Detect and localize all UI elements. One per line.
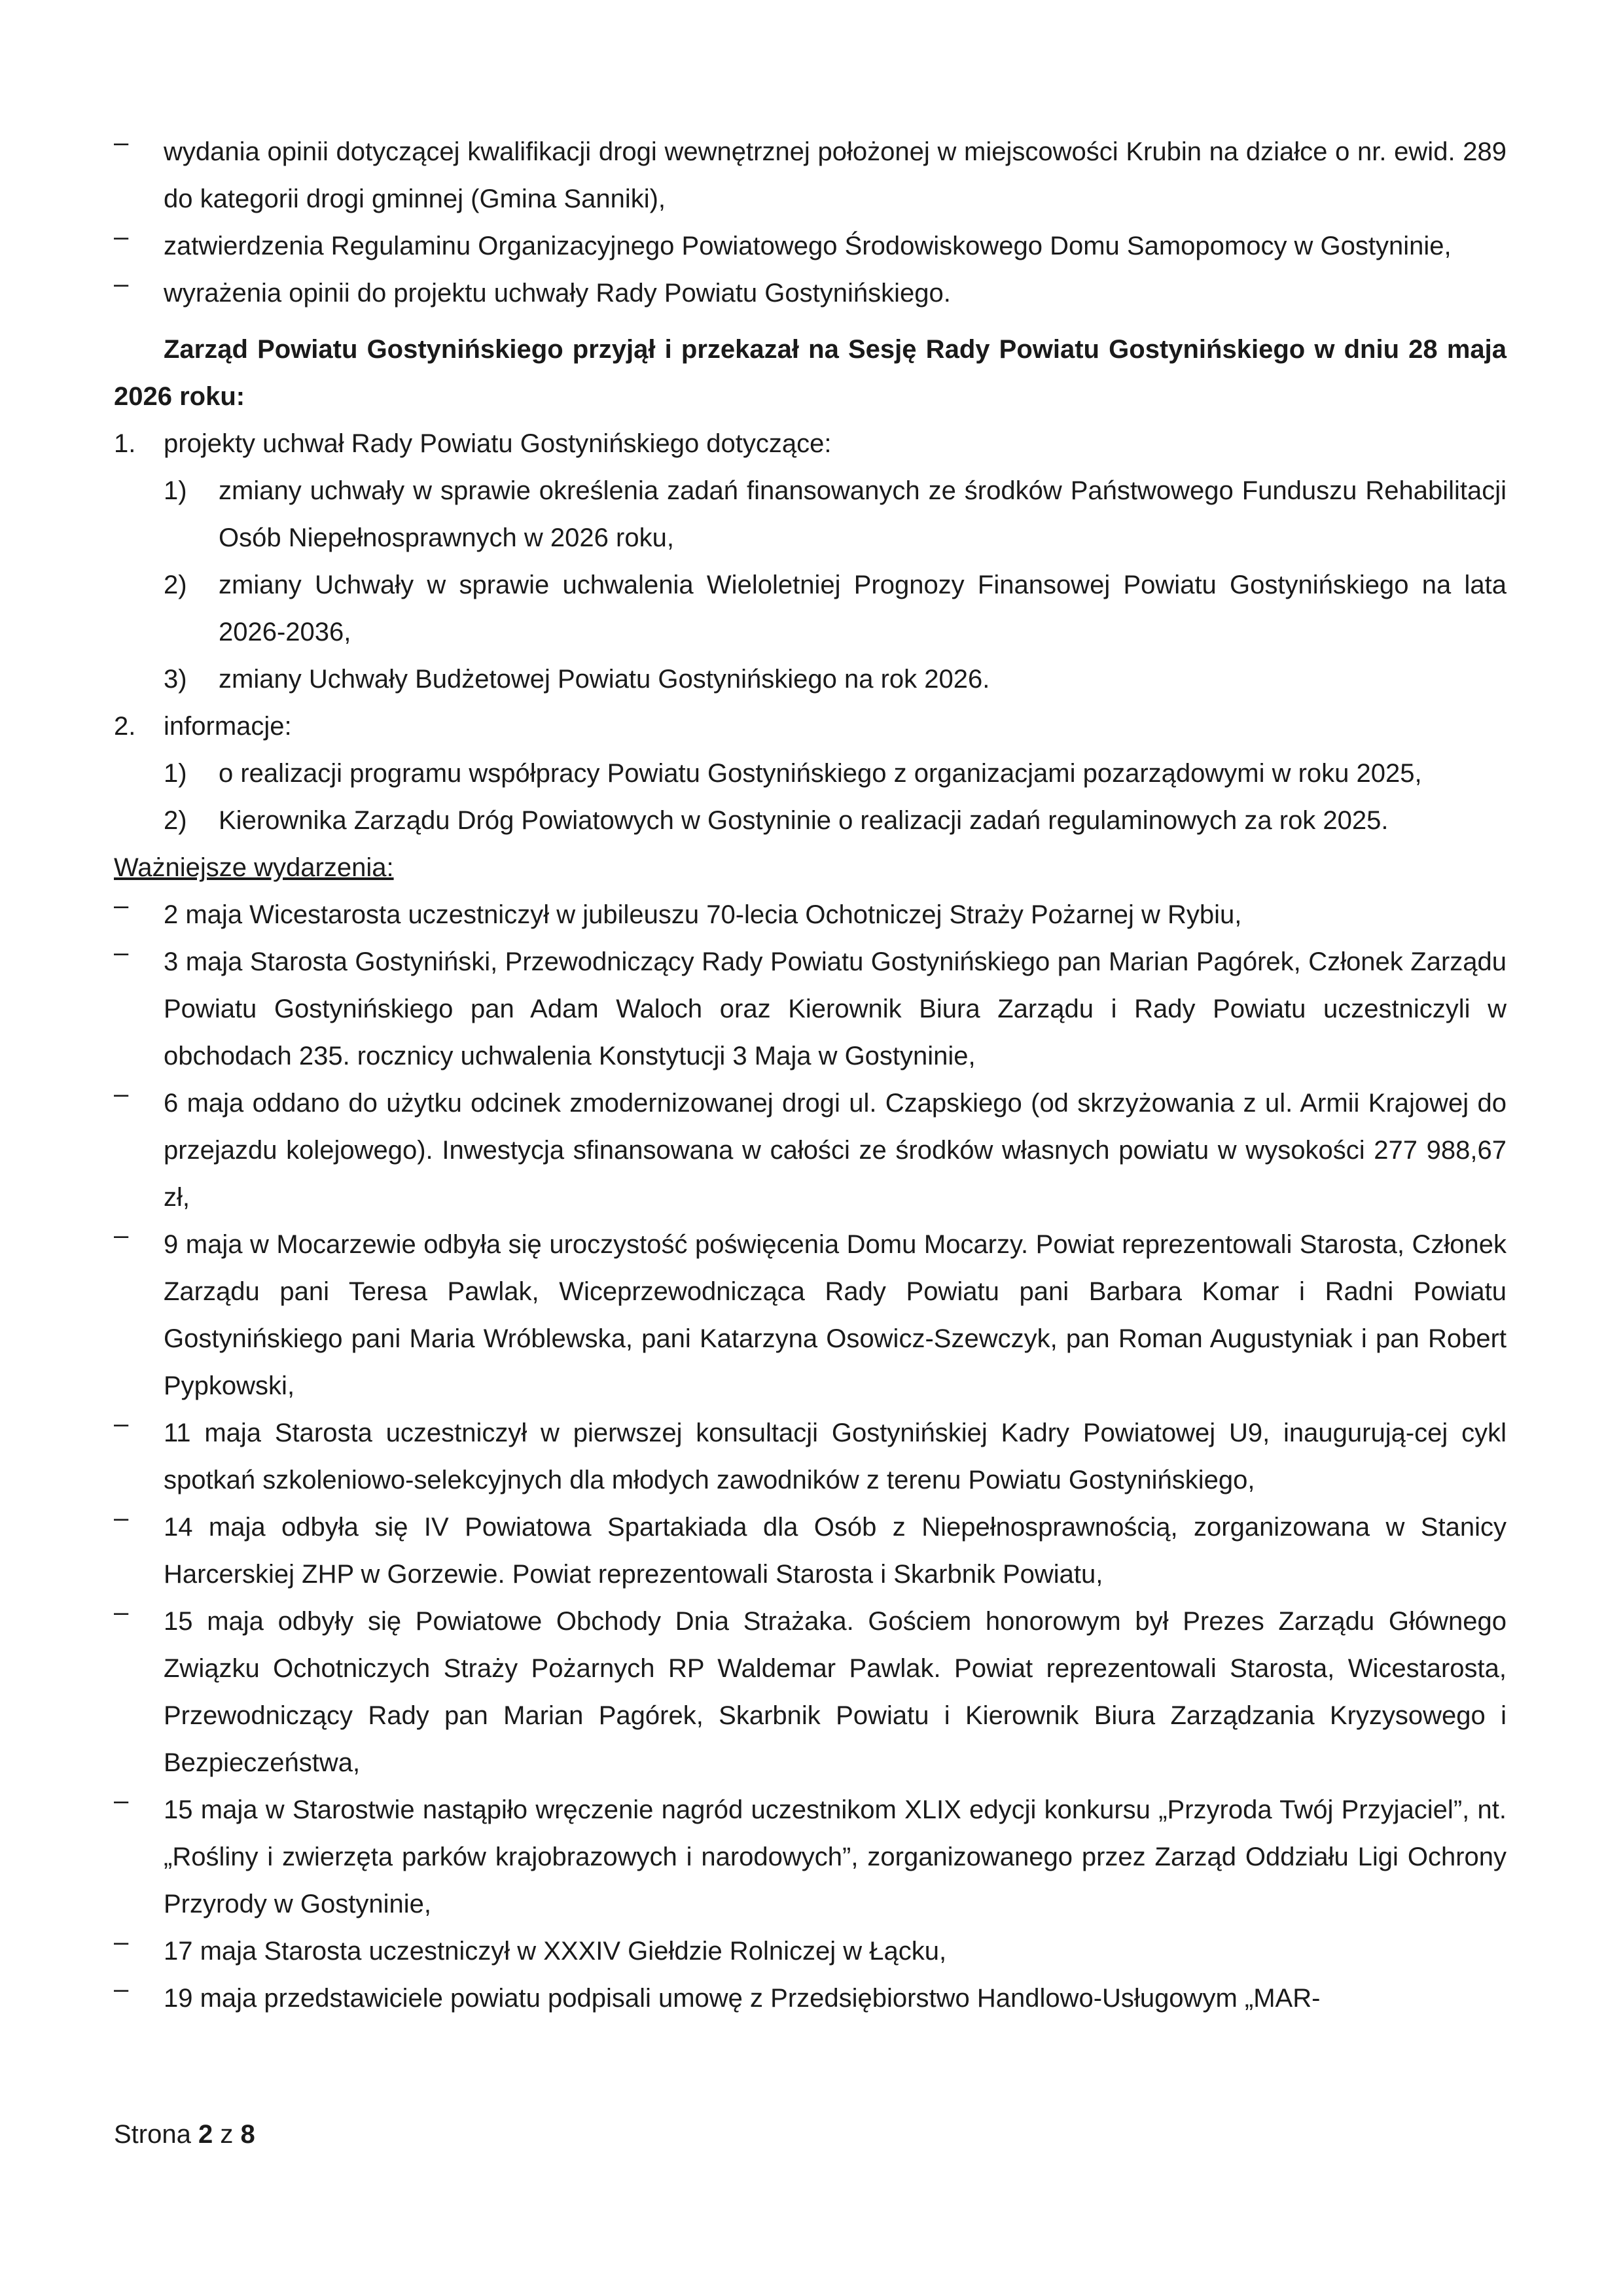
event-text: 14 maja odbyła się IV Powiatowa Spartakiada dla Osób z Niepełnosprawnością, zorganizowana w Stanicy Harcerskiej ZHP w Gorzewie. Powiat reprezentowali Starosta i Skarbnik Powiatu, [164,1513,1507,1589]
event-text: 6 maja oddano do użytku odcinek zmodernizowanej drogi ul. Czapskiego (od skrzyżowania z ul. Armii Krajowej do przejazdu kolejowego). Inwestycja sfinansowana w całości ze środków własnych powiatu w wysokości 277 988,67 zł, [164,1089,1507,1212]
list-item [114,270,1507,317]
list-item-text: zatwierdzenia Regulaminu Organizacyjnego Powiatowego Środowiskowego Domu Samopomocy w Gostyninie, [164,232,1452,260]
events-heading: Ważniejsze wydarzenia: [114,853,394,882]
event-text: 15 maja odbyły się Powiatowe Obchody Dnia Strażaka. Gościem honorowym był Prezes Zarządu Głównego Związku Ochotniczych Straży Pożarnych RP Waldemar Pawlak. Powiat reprezentowali Starosta, Wicestarosta, Przewodniczący Rady pan Marian Pagórek, Skarbnik Powiatu i Kierownik Biura Zarządzania Kryzysowego i Bezpieczeństwa, [164,1607,1507,1777]
dash-bullet: – [114,1504,129,1532]
section-number: 2. [114,712,136,741]
sub-list-item [164,750,1507,797]
section-1 [114,420,1507,467]
sub-number: 1) [164,476,187,505]
event-item [114,1598,1507,1786]
event-item [114,1975,1507,2022]
dash-bullet: – [114,128,129,157]
section-2 [114,703,1507,750]
footer-sep: z [220,2120,234,2149]
dash-bullet: – [114,1598,129,1627]
event-text: 9 maja w Mocarzewie odbyła się uroczystość poświęcenia Domu Mocarzy. Powiat reprezentowali Starosta, Członek Zarządu pani Teresa Pawlak, Wiceprzewodnicząca Rady Powiatu pani Barbara Komar i Radni Powiatu Gostynińskiego pani Maria Wróblewska, pani Katarzyna Osowicz-Szewczyk, pan Roman Augustyniak i pan Robert Pypkowski, [164,1230,1507,1400]
event-text: 2 maja Wicestarosta uczestniczył w jubileuszu 70-lecia Ochotniczej Straży Pożarnej w Rybiu, [164,900,1242,929]
dash-bullet: – [114,938,129,967]
event-item [114,1409,1507,1504]
document-body [114,128,1507,2022]
page-footer [114,2120,255,2149]
list-item-text: wydania opinii dotyczącej kwalifikacji drogi wewnętrznej położonej w miejscowości Krubin na działce o nr. ewid. 289 do kategorii drogi gminnej (Gmina Sanniki), [164,137,1507,213]
section-title: projekty uchwał Rady Powiatu Gostynińskiego dotyczące: [164,429,832,458]
event-item [114,1221,1507,1409]
sub-list-item [164,656,1507,703]
dash-bullet: – [114,1409,129,1438]
sub-list-item [164,467,1507,561]
section-number: 1. [114,429,136,458]
section-title: informacje: [164,712,292,741]
sub-text: zmiany Uchwały Budżetowej Powiatu Gostynińskiego na rok 2026. [219,665,990,694]
session-heading: Zarząd Powiatu Gostynińskiego przyjął i przekazał na Sesję Rady Powiatu Gostynińskiego w dniu 28 maja 2026 roku: [114,335,1507,411]
sub-text: zmiany Uchwały w sprawie uchwalenia Wieloletniej Prognozy Finansowej Powiatu Gostynińskiego na lata 2026-2036, [219,571,1507,646]
sub-number: 3) [164,665,187,694]
event-item [114,1928,1507,1975]
sub-list-item [164,561,1507,656]
event-text: 19 maja przedstawiciele powiatu podpisali umowę z Przedsiębiorstwo Handlowo-Usługowym „MAR- [164,1984,1321,2013]
dash-bullet: – [114,270,129,298]
list-item-text: wyrażenia opinii do projektu uchwały Rady Powiatu Gostynińskiego. [164,279,951,308]
sub-text: zmiany uchwały w sprawie określenia zadań finansowanych ze środków Państwowego Funduszu Rehabilitacji Osób Niepełnosprawnych w 2026 roku, [219,476,1507,552]
dash-bullet: – [114,1221,129,1250]
events-list [114,891,1507,2022]
sub-number: 2) [164,571,187,599]
event-item [114,938,1507,1080]
event-text: 3 maja Starosta Gostyniński, Przewodniczący Rady Powiatu Gostynińskiego pan Marian Pagórek, Członek Zarządu Powiatu Gostynińskiego pan Adam Waloch oraz Kierownik Biura Zarządu i Rady Powiatu uczestniczyli w obchodach 235. rocznicy uchwalenia Konstytucji 3 Maja w Gostyninie, [164,947,1507,1070]
event-text: 15 maja w Starostwie nastąpiło wręczenie nagród uczestnikom XLIX edycji konkursu „Przyroda Twój Przyjaciel”, nt. „Rośliny i zwierzęta parków krajobrazowych i narodowych”, zorganizowanego przez Zarząd Oddziału Ligi Ochrony Przyrody w Gostyninie, [164,1795,1507,1918]
sub-text: o realizacji programu współpracy Powiatu Gostynińskiego z organizacjami pozarządowymi w roku 2025, [219,759,1422,788]
list-item [114,222,1507,270]
intro-list [114,128,1507,317]
event-text: 11 maja Starosta uczestniczył w pierwszej konsultacji Gostynińskiej Kadry Powiatowej U9, inaugurują-cej cykl spotkań szkoleniowo-selekcyjnych dla młodych zawodników z terenu Powiatu Gostynińskiego, [164,1419,1507,1494]
dash-bullet: – [114,1975,129,2004]
event-item [114,1080,1507,1221]
dash-bullet: – [114,1080,129,1108]
footer-label: Strona [114,2120,191,2149]
event-item [114,891,1507,938]
sub-number: 1) [164,759,187,788]
event-text: 17 maja Starosta uczestniczył w XXXIV Giełdzie Rolniczej w Łącku, [164,1937,947,1966]
dash-bullet: – [114,222,129,251]
event-item [114,1504,1507,1598]
dash-bullet: – [114,891,129,920]
sub-list-item [164,797,1507,844]
sub-text: Kierownika Zarządu Dróg Powiatowych w Gostyninie o realizacji zadań regulaminowych za rok 2025. [219,806,1389,835]
dash-bullet: – [114,1928,129,1956]
sub-number: 2) [164,806,187,835]
footer-page: 2 [198,2120,213,2149]
list-item [114,128,1507,222]
event-item [114,1786,1507,1928]
footer-total: 8 [240,2120,255,2149]
dash-bullet: – [114,1786,129,1815]
